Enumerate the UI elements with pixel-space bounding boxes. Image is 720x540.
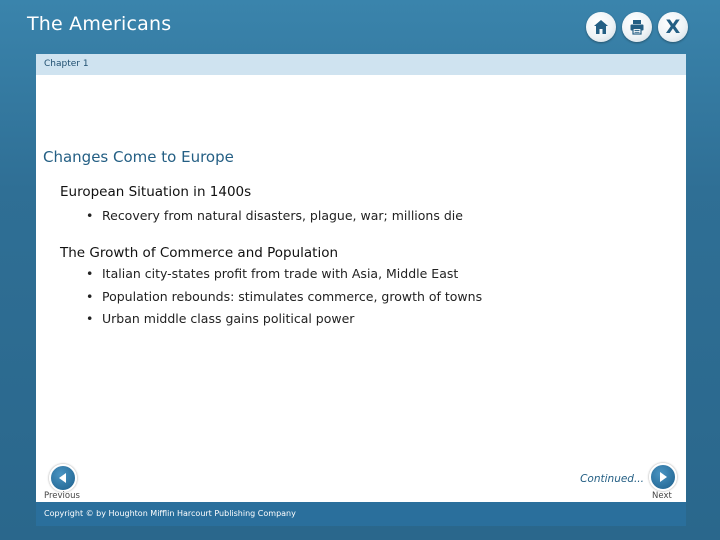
arrow-left-icon	[57, 472, 69, 484]
close-icon: X	[665, 15, 681, 38]
bullet-list	[86, 263, 482, 331]
next-button[interactable]	[649, 463, 677, 491]
section-european-situation	[60, 184, 251, 200]
bullet-glyph: •	[86, 208, 94, 223]
bullet-text: Population rebounds: stimulates commerce, growth of towns	[102, 288, 483, 304]
slide-content	[36, 54, 686, 518]
slide-heading: Changes Come to Europe	[43, 148, 234, 166]
section-title: The Growth of Commerce and Population	[60, 245, 339, 261]
print-button[interactable]	[622, 12, 652, 42]
bullet-text: Urban middle class gains political power	[102, 311, 355, 326]
bullet-glyph: •	[86, 288, 94, 304]
section-growth	[60, 245, 338, 261]
top-toolbar	[586, 12, 688, 42]
bullet-glyph: •	[86, 266, 94, 281]
copyright-text: Copyright © by Houghton Mifflin Harcourt Publishing Company	[44, 509, 296, 518]
home-icon	[592, 18, 610, 36]
close-button[interactable]	[658, 12, 688, 42]
bullet-list	[86, 205, 463, 228]
bullet-glyph: •	[86, 311, 94, 326]
previous-button[interactable]	[49, 464, 77, 492]
bullet-item	[86, 263, 482, 286]
section-title: European Situation in 1400s	[60, 184, 252, 200]
continued-label: Continued...	[580, 473, 644, 485]
home-button[interactable]	[586, 12, 616, 42]
app-title: The Americans	[27, 13, 172, 35]
bullet-item	[86, 205, 463, 228]
bullet-text: Recovery from natural disasters, plague, war; millions die	[102, 208, 463, 223]
footer-bar	[36, 502, 686, 526]
bullet-item	[86, 308, 482, 331]
next-label[interactable]: Next	[652, 491, 672, 501]
bullet-text: Italian city-states profit from trade with Asia, Middle East	[102, 266, 459, 281]
bullet-item	[86, 286, 482, 309]
previous-label[interactable]: Previous	[44, 491, 80, 501]
chapter-bar	[36, 54, 686, 75]
chapter-label: Chapter 1	[44, 59, 89, 69]
printer-icon	[628, 18, 646, 36]
arrow-right-icon	[657, 471, 669, 483]
